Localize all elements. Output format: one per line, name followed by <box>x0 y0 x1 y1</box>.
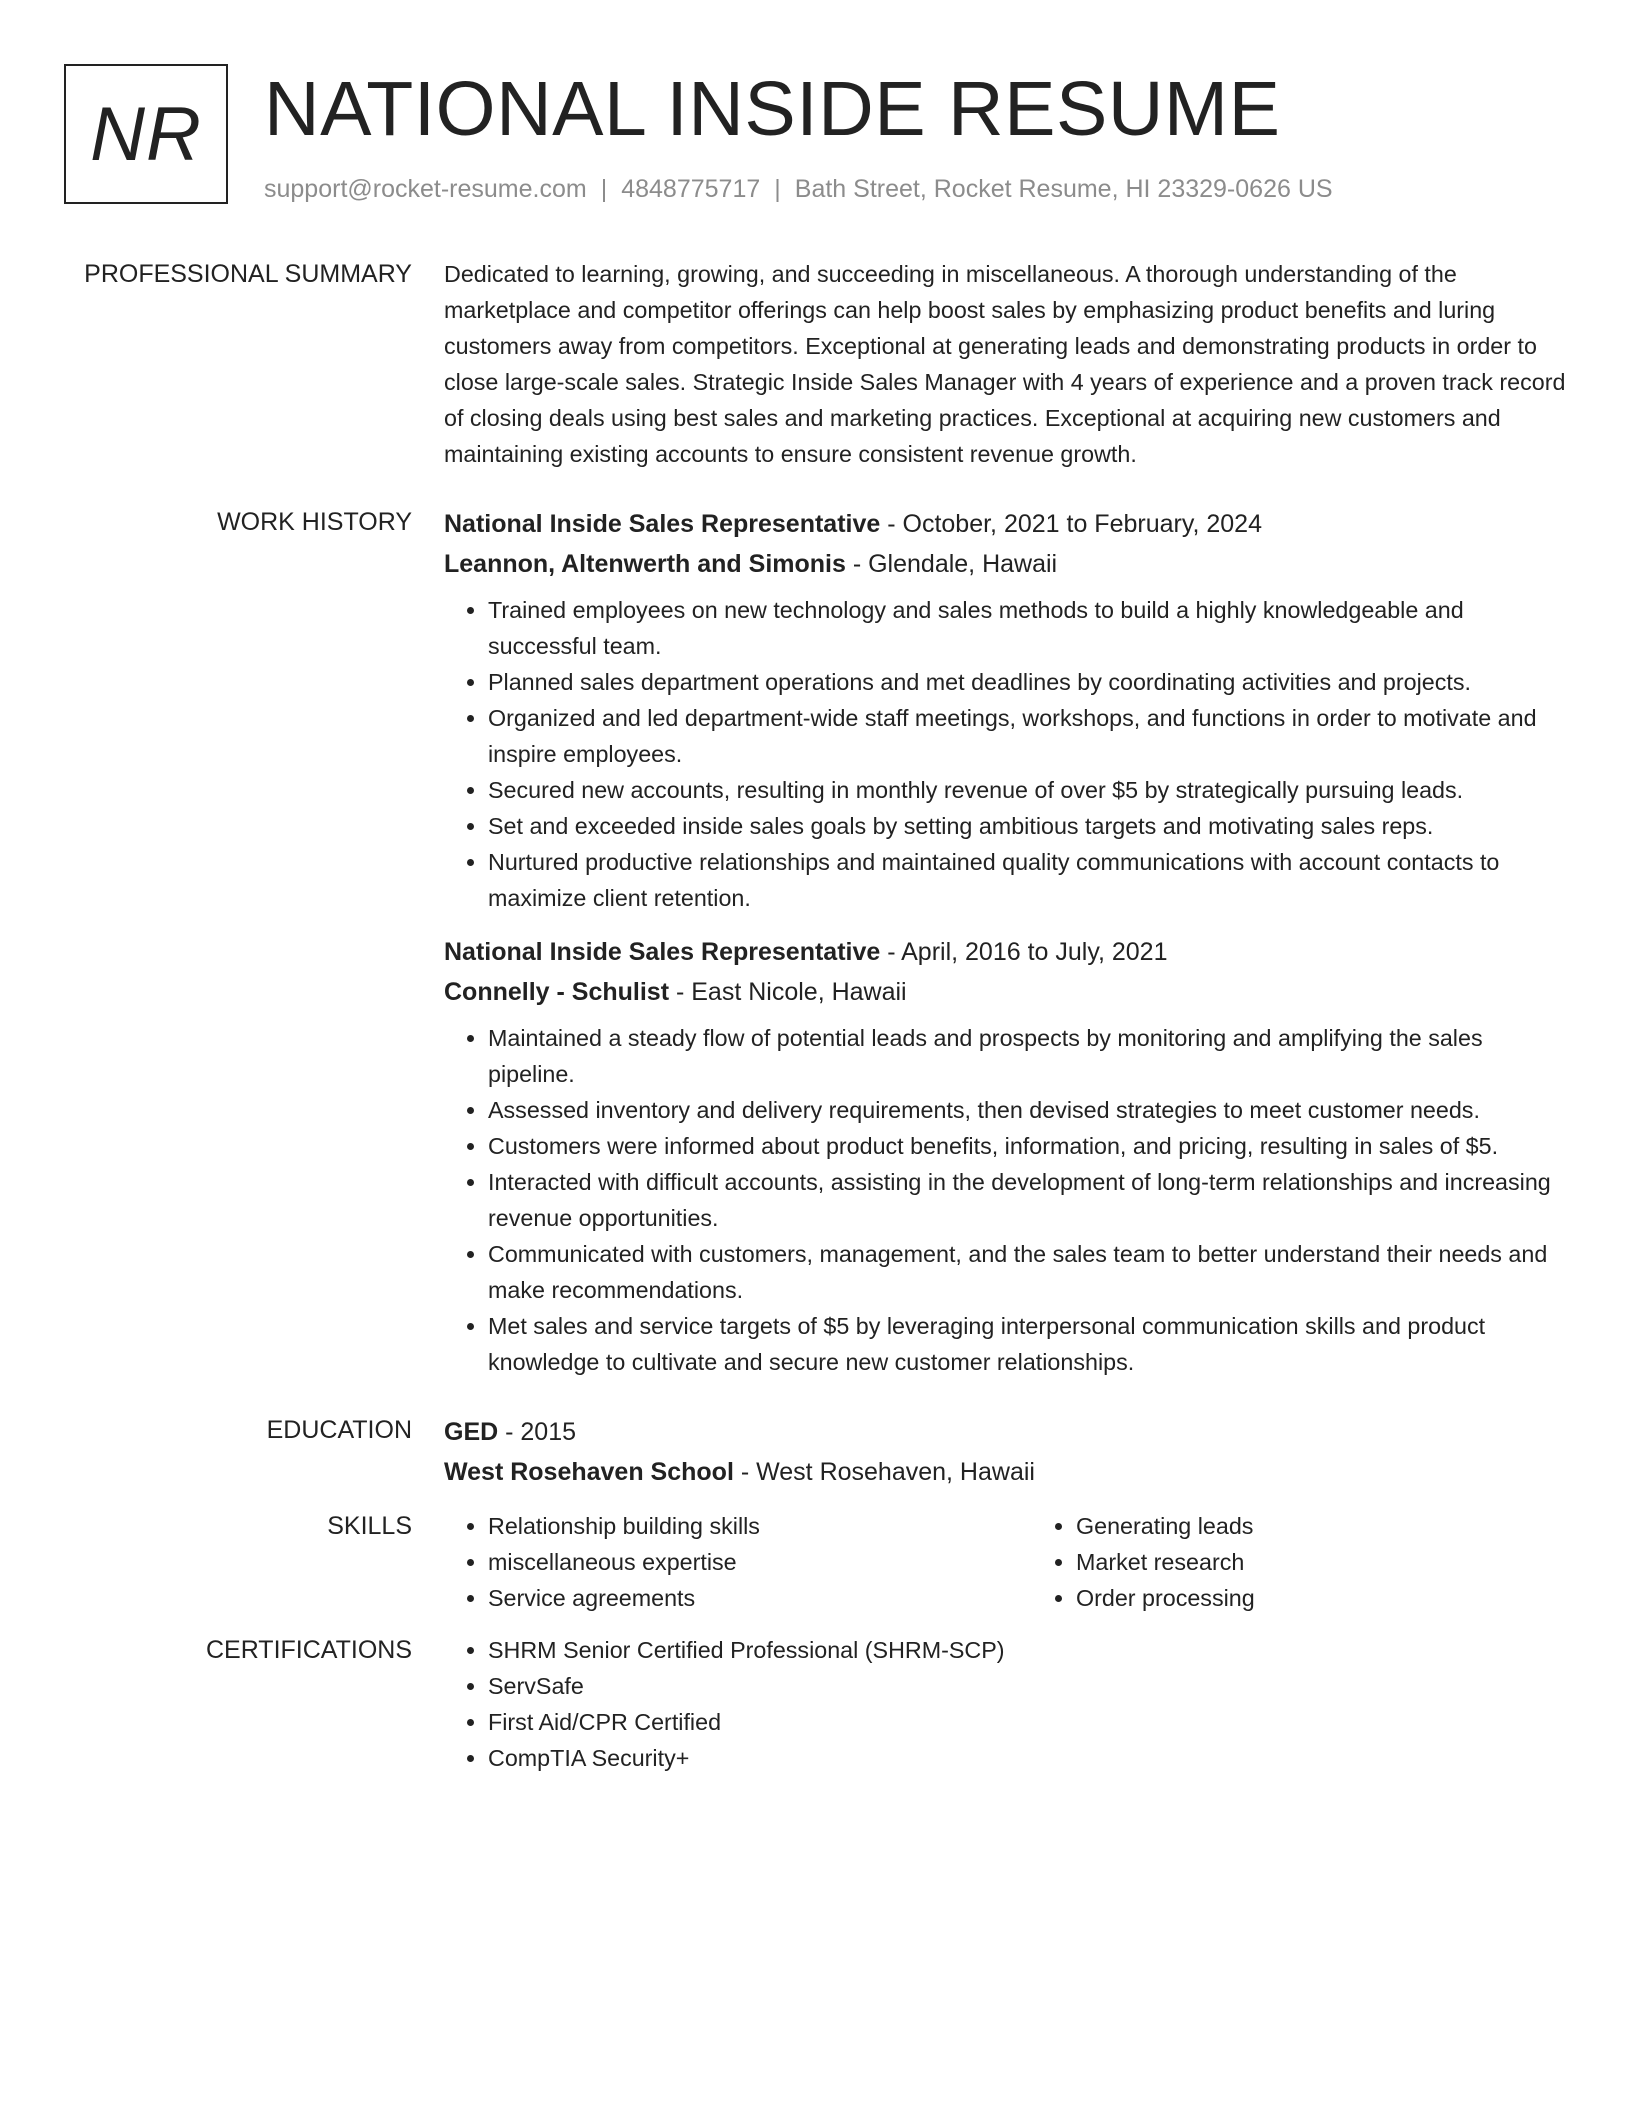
job-entry <box>444 504 1570 916</box>
skills-column-right <box>1032 1508 1570 1616</box>
job-bullet: • Met sales and service targets of $5 by leveraging interpersonal communication skills and product knowledge to cultivate and secure new customer relationships. <box>488 1308 1570 1380</box>
education-location: - West Rosehaven, Hawaii <box>733 1458 1035 1486</box>
skill-item: • Order processing <box>1076 1580 1570 1616</box>
job-bullet: • Interacted with difficult accounts, assisting in the development of long-term relationships and increasing revenue opportunities. <box>488 1164 1570 1236</box>
certification-item: • SHRM Senior Certified Professional (SHRM-SCP) <box>488 1632 1570 1668</box>
job-bullet: • Organized and led department-wide staff meetings, workshops, and functions in order to motivate and inspire employees. <box>488 700 1570 772</box>
job-bullet: • Customers were informed about product benefits, information, and pricing, resulting in sales of $5. <box>488 1128 1570 1164</box>
job-bullets <box>444 1020 1570 1380</box>
section-label: EDUCATION <box>266 1416 412 1444</box>
job-bullet: • Trained employees on new technology and sales methods to build a highly knowledgeable and successful team. <box>488 592 1570 664</box>
section-work-history <box>64 504 1570 1396</box>
contact-email: support@rocket-resume.com <box>264 175 587 203</box>
certifications-body <box>444 1632 1570 1776</box>
education-school-line <box>444 1452 1570 1492</box>
job-bullet: • Communicated with customers, management, and the sales team to better understand their needs and make recommendations. <box>488 1236 1570 1308</box>
education-degree: GED <box>444 1418 499 1446</box>
summary-body <box>444 256 1570 472</box>
summary-text: Dedicated to learning, growing, and succeeding in miscellaneous. A thorough understanding of the marketplace and competitor offerings can help boost sales by emphasizing product benefits and luring customers away from competitors. Exceptional at generating leads and demonstrating products in order to close large-scale sales. Strategic Inside Sales Manager with 4 years of experience and a proven track record of closing deals using best sales and marketing practices. Exceptional at acquiring new customers and maintaining existing accounts to ensure consistent revenue growth. <box>444 261 1566 467</box>
certification-item: • CompTIA Security+ <box>488 1740 1570 1776</box>
education-year: - 2015 <box>498 1418 577 1446</box>
contact-line <box>264 172 1333 206</box>
contact-separator: | <box>600 175 608 203</box>
job-company: Connelly - Schulist <box>444 978 670 1006</box>
job-company: Leannon, Altenwerth and Simonis <box>444 550 846 578</box>
job-bullet: • Maintained a steady flow of potential leads and prospects by monitoring and amplifying the sales pipeline. <box>488 1020 1570 1092</box>
skills-body <box>444 1508 1570 1616</box>
section-skills <box>64 1508 1570 1616</box>
resume-content <box>64 256 1570 1776</box>
contact-phone: 4848775717 <box>621 175 761 203</box>
job-bullet: • Secured new accounts, resulting in monthly revenue of over $5 by strategically pursuing leads. <box>488 772 1570 808</box>
certification-item: • ServSafe <box>488 1668 1570 1704</box>
job-dates: - April, 2016 to July, 2021 <box>880 938 1168 966</box>
job-bullet: • Assessed inventory and delivery requirements, then devised strategies to meet customer needs. <box>488 1092 1570 1128</box>
job-company-line <box>444 544 1570 584</box>
section-education <box>64 1412 1570 1492</box>
section-label: PROFESSIONAL SUMMARY <box>84 260 412 288</box>
job-bullet: • Set and exceeded inside sales goals by setting ambitious targets and motivating sales reps. <box>488 808 1570 844</box>
section-certifications <box>64 1632 1570 1776</box>
job-company-line <box>444 972 1570 1012</box>
section-label: CERTIFICATIONS <box>205 1636 412 1664</box>
monogram-badge: NR <box>64 64 228 204</box>
candidate-name: NATIONAL INSIDE RESUME <box>264 66 1281 152</box>
skill-item: • miscellaneous expertise <box>488 1544 982 1580</box>
work-body <box>444 504 1570 1396</box>
job-location: - East Nicole, Hawaii <box>669 978 907 1006</box>
education-degree-line <box>444 1412 1570 1452</box>
education-body <box>444 1412 1570 1492</box>
skill-item: • Relationship building skills <box>488 1508 982 1544</box>
resume-header <box>64 64 1564 214</box>
certifications-list <box>444 1632 1570 1776</box>
job-title-line <box>444 504 1570 544</box>
job-bullet: • Nurtured productive relationships and maintained quality communications with account contacts to maximize client retention. <box>488 844 1570 916</box>
job-bullet: • Planned sales department operations and met deadlines by coordinating activities and projects. <box>488 664 1570 700</box>
job-title: National Inside Sales Representative <box>444 510 881 538</box>
section-label: WORK HISTORY <box>217 508 412 536</box>
skills-column-left <box>444 1508 982 1616</box>
skill-item: • Generating leads <box>1076 1508 1570 1544</box>
education-school: West Rosehaven School <box>444 1458 734 1486</box>
skills-grid <box>444 1508 1570 1616</box>
skill-item: • Service agreements <box>488 1580 982 1616</box>
job-title-line <box>444 932 1570 972</box>
skill-item: • Market research <box>1076 1544 1570 1580</box>
section-professional-summary <box>64 256 1570 472</box>
contact-separator: | <box>774 175 781 203</box>
contact-address: Bath Street, Rocket Resume, HI 23329-0626 US <box>794 175 1333 203</box>
job-bullets <box>444 592 1570 916</box>
job-entry <box>444 932 1570 1380</box>
job-title: National Inside Sales Representative <box>444 938 881 966</box>
certification-item: • First Aid/CPR Certified <box>488 1704 1570 1740</box>
job-location: - Glendale, Hawaii <box>845 550 1058 578</box>
section-label: SKILLS <box>327 1512 412 1540</box>
job-dates: - October, 2021 to February, 2024 <box>880 510 1262 538</box>
